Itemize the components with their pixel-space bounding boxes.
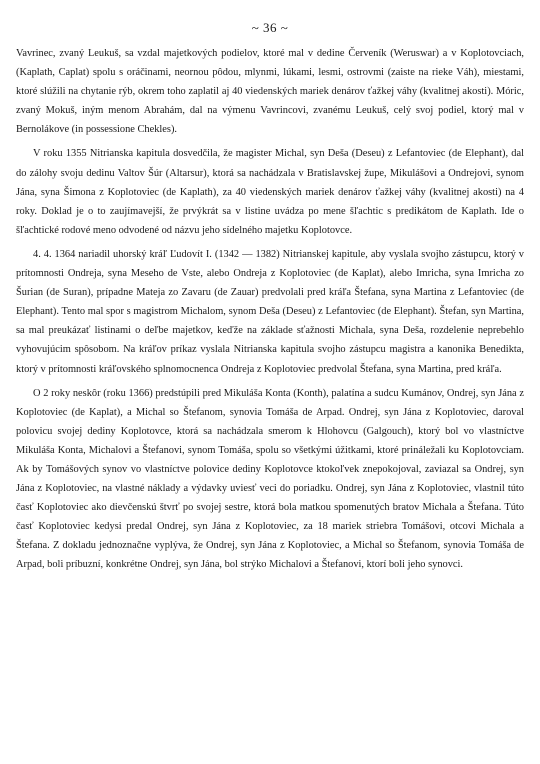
page-number: ~ 36 ~: [251, 20, 289, 35]
paragraph-4: O 2 roky neskôr (roku 1366) predstúpili pred Mikuláša Konta (Konth), palatína a sudcu Kumánov, Ondrej, syn Jána z Koplotoviec (de Kaplat), a Michal so Štefanom, synovia Tomáša de Arpad. Ondrej, syn Jána z Koplotoviec, daroval polovicu svojej dediny Koplotovce, ktorá sa nachádzala smerom k Hlohovcu (Galgouch), ktorý bol vo vlastníctve Mikuláša Konta, Michalovi a Štefanovi, synom Tomáša, spolu so všetkými úžitkami, ktoré prináležali ku Koplotovciam. Ak by Tomášových synov vo vlastníctve polovice dediny Koplotovce ktokoľvek znepokojoval, zaviazal sa Ondrej, syn Jána z Koplotoviec, na vlastné náklady a výdavky uviesť veci do poriadku. Ondrej, syn Jána z Koplotoviec, vlastnil túto časť Koplotoviec ako dievčenskú štvrť po svojej sestre, ktorá bola matkou spomenutých bratov Michala a Štefana. Túto časť Koplotoviec kedysi predal Ondrej, syn Jána z Koplotoviec, za 18 mariek striebra Tomášovi, otcovi Michala a Štefana. Z dokladu jednoznačne vyplýva, že Ondrej, syn Jána z Koplotoviec, a Michal so Štefanom, synovia Tomáša de Arpad, boli príbuzní, konkrétne Ondrej, syn Jána, bol strýko Michalovi a Štefanovi, ktorí boli jeho synovci.: [16, 387, 524, 571]
paragraph-1: Vavrinec, zvaný Leukuš, sa vzdal majetkových podielov, ktoré mal v dedine Červeník (Weruswar) a v Koplotovciach, (Kaplath, Caplat) spolu s oráčinami, neornou pôdou, mlynmi, lúkami, lesmi, ostrovmi (zaiste na rieke Váh), miestami, ktoré slúžili na chytanie rýb, okrem toho zaplatil aj 40 viedenských mariek denárov ťažkej váhy (kvalitnej akosti). Móric, zvaný Mokuš, iným menom Abrahám, dal na výmenu Vavrincovi, zvanému Leukuš, celý svoj podiel, ktorý mal v Bernolákove (in possessione Chekles).: [16, 48, 524, 136]
body-text: [16, 44, 524, 580]
paragraph-3: 4. 4. 1364 nariadil uhorský kráľ Ľudovít I. (1342 — 1382) Nitrianskej kapitule, aby vyslala svojho zástupcu, ktorý v prítomnosti Ondreja, syna Meseho de Vste, alebo Ondreja z Koplotoviec (de Kaplat), alebo Imricha, syna Imricha zo Šurian (de Suran), prípadne Mateja zo Zavaru (de Zauar) predvolali pred kráľa Štefana, syna Martina z Lefantoviec (de Elephant). Tento mal spor s magistrom Michalom, synom Deša (Deseu) z Lefantoviec (de Elephant). Štefan, syn Martina, sa mal preukázať listinami o deľbe majetkov, keďže na základe sťažnosti Michala, syna Deša, rozdelenie neprebehlo vyhovujúcim spôsobom. Na kráľov príkaz vyslala Nitrianska kapitula svojho zástupcu magistra a kanonika Benedikta, ktorý v prítomnosti kráľovského splnomocnenca Ondreja z Koplotoviec predvolal Štefana, syna Martina, pred kráľa.: [16, 248, 524, 375]
paragraph-2: V roku 1355 Nitrianska kapitula dosvedčila, že magister Michal, syn Deša (Deseu) z Lefantoviec (de Elephant), dal do zálohy svoju dedinu Valtov Šúr (Altarsur), ktorá sa nachádzala v Bratislavskej župe, Mikulášovi a Ondrejovi, synom Jána, syna Šimona z Koplotoviec (de Kaplath), za 40 viedenských mariek denárov ťažkej váhy (kvalitnej akosti) na 4 roky. Doklad je o to zaujímavejší, že prvýkrát sa v listine uvádza po mene šľachtic s predikátom de Kaplath. Ide o šľachtické rodové meno odvodené od názvu jeho sídelného majetku Koplotovce.: [16, 148, 524, 236]
